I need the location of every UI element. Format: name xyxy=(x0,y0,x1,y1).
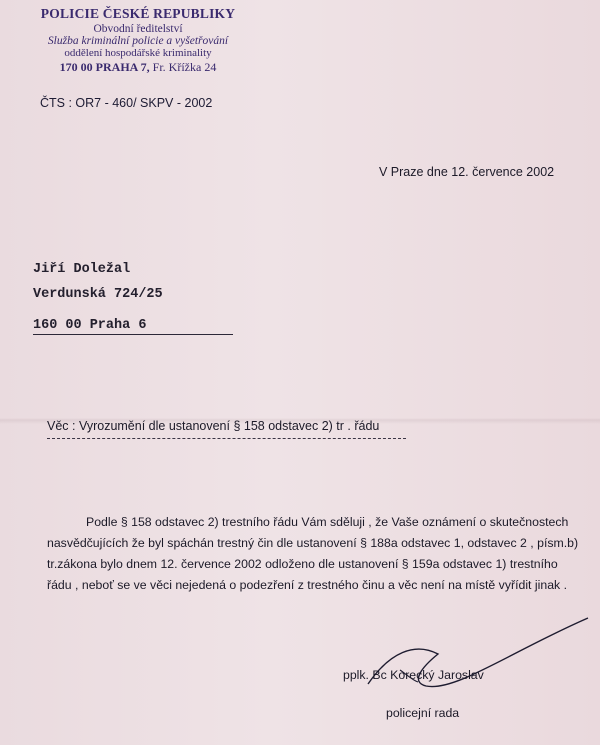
stamp-service: Služba kriminální policie a vyšetřování xyxy=(47,35,229,47)
police-stamp xyxy=(28,6,248,75)
letter-date: V Praze dne 12. července 2002 xyxy=(379,165,555,179)
letter-body xyxy=(47,512,582,596)
signer-role: policejní rada xyxy=(386,706,460,720)
subject-divider xyxy=(47,438,406,439)
reference-number: ČTS : OR7 - 460/ SKPV - 2002 xyxy=(40,96,213,110)
stamp-department: oddělení hospodářské kriminality xyxy=(64,47,212,59)
stamp-postcode-city: 170 00 PRAHA 7, xyxy=(59,60,150,74)
stamp-organization: POLICIE ČESKÉ REPUBLIKY xyxy=(40,6,236,21)
body-paragraph: Podle § 158 odstavec 2) trestního řádu Vám sděluji , že Vaše oznámení o skutečnostech nasvědčujících že byl spáchán trestný čin dle ustanovení § 188a odstavec 1, odstavec 2 , písm.b) tr.zákona bylo dnem 12. července 2002 odloženo dle ustanovení § 159a odstavec 1) trestního řádu , neboť se ve věci nejedená o podezření z trestného činu a věc není na místě vyřídit jinak . xyxy=(47,515,579,592)
stamp-street: Fr. Křížka 24 xyxy=(152,60,217,74)
recipient-city: 160 00 Praha 6 xyxy=(33,318,233,335)
signer-name: pplk. Bc Korecký Jaroslav xyxy=(343,668,484,682)
recipient-street: Verdunská 724/25 xyxy=(33,287,163,302)
stamp-unit: Obvodní ředitelství xyxy=(93,23,183,35)
handwritten-signature xyxy=(360,612,590,702)
recipient-name: Jiří Doležal xyxy=(33,262,131,277)
subject-line: Věc : Vyrozumění dle ustanovení § 158 odstavec 2) tr . řádu xyxy=(47,419,380,433)
stamp-address xyxy=(28,60,248,75)
